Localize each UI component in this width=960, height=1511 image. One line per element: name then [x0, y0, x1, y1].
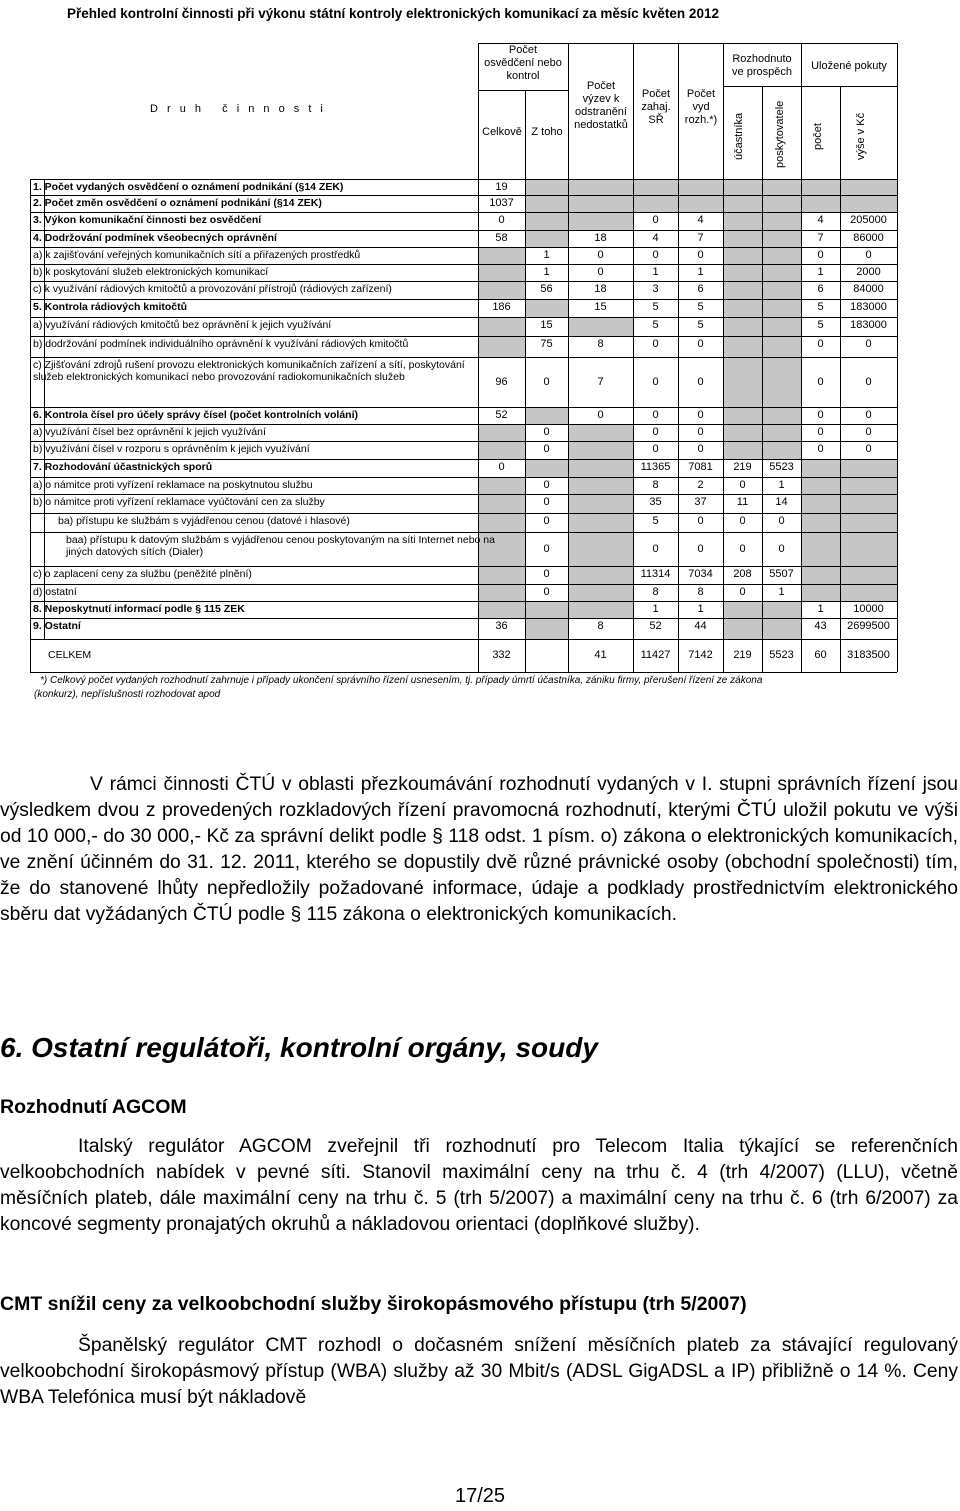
- table-cell: 4: [817, 214, 824, 226]
- table-cell: 0: [817, 376, 824, 388]
- empty-cell: [479, 495, 525, 513]
- empty-cell: [569, 318, 633, 336]
- empty-cell: [724, 408, 762, 424]
- row-label: 9. Ostatní: [33, 620, 81, 632]
- empty-cell: [569, 213, 633, 230]
- table-cell: 5: [817, 301, 824, 313]
- table-cell: 205000: [850, 214, 887, 226]
- grid-line: [762, 86, 763, 672]
- empty-cell: [763, 425, 801, 441]
- row-label: b) využívání čísel v rozporu s oprávněním k jejich využívání: [33, 443, 310, 455]
- table-cell: 0: [778, 543, 785, 555]
- empty-cell: [802, 567, 840, 584]
- subheading-cmt: CMT snížil ceny za velkoobchodní služby širokopásmového přístupu (trh 5/2007): [0, 1293, 747, 1315]
- table-cell: 18: [594, 232, 607, 244]
- row-label: c) Zjišťování zdrojů rušení provozu elektronických komunikačních zařízení a sítí, poskytování služeb elektronických komunikací nebo provozování radiokomunikačních služeb: [33, 359, 465, 383]
- empty-cell: [479, 337, 525, 357]
- table-cell: 1: [778, 586, 785, 598]
- table-cell: 43: [814, 620, 827, 632]
- header-pocet-osvedceni: Počet osvědčení nebo kontrol: [484, 44, 562, 82]
- paragraph-rozklad: V rámci činnosti ČTÚ v oblasti přezkoumávání rozhodnutí vydaných v I. stupni správních řízení jsou výsledkem dvou z provedených rozkladových řízení pravomocná rozhodnutí, kterými ČTÚ uložil pokutu ve výši od 10 000,- do 30 000,- Kč za správní delikt podle § 118 odst. 1 písm. o) zákona o elektronických komunikacích, ve znění účinném do 31. 12. 2011, kterého se dopustily dvě různé právnické osoby (obchodní společnosti) tím, že do stanovené lhůty nepředložily požadované informace, údaje a podklady prostřednictvím elektronického sběru dat vyžádaných ČTÚ podle § 115 zákona o elektronických komunikacích.: [0, 774, 958, 925]
- row-label: a) k zajišťování veřejných komunikačních sítí a přiřazených prostředků: [33, 249, 361, 261]
- row-label: baa) přístupu k datovým službám s vyjádřenou cenou poskytovaným na síti Internet nebo na jiných datových sítích (Dialer): [66, 534, 495, 558]
- empty-cell: [679, 196, 723, 212]
- empty-cell: [763, 282, 801, 299]
- table-cell: 0: [865, 376, 872, 388]
- row-label: 1. Počet vydaných osvědčení o oznámení podnikání (§14 ZEK): [33, 181, 344, 193]
- empty-cell: [479, 602, 525, 618]
- table-cell: 0: [597, 249, 604, 261]
- grid-line: [30, 281, 897, 282]
- table-cell: 5507: [769, 568, 794, 580]
- empty-cell: [526, 408, 568, 424]
- empty-cell: [841, 460, 897, 477]
- table-cell: 219: [733, 649, 752, 661]
- empty-cell: [724, 265, 762, 281]
- grid-line: [801, 43, 802, 672]
- table-cell: 0: [543, 443, 550, 455]
- empty-cell: [763, 358, 801, 407]
- empty-cell: [763, 318, 801, 336]
- table-cell: 7: [597, 376, 604, 388]
- empty-cell: [569, 460, 633, 477]
- table-cell: 5: [652, 301, 659, 313]
- table-cell: 183000: [850, 301, 887, 313]
- empty-cell: [724, 358, 762, 407]
- empty-cell: [479, 585, 525, 601]
- grid-line: [30, 477, 897, 478]
- table-cell: 219: [733, 461, 752, 473]
- empty-cell: [724, 442, 762, 459]
- empty-cell: [802, 478, 840, 494]
- table-cell: 7: [817, 232, 824, 244]
- empty-cell: [841, 514, 897, 532]
- table-cell: 5: [652, 515, 659, 527]
- grid-line: [30, 212, 897, 213]
- table-cell: 0: [697, 443, 704, 455]
- table-cell: 58: [495, 232, 508, 244]
- grid-line: [30, 264, 897, 265]
- empty-cell: [763, 180, 801, 195]
- empty-cell: [479, 425, 525, 441]
- table-cell: 1: [697, 603, 704, 615]
- grid-line: [30, 336, 897, 337]
- footnote-line-1: *) Celkový počet vydaných rozhodnutí zahrnuje i případy ukončení správního řízení usnesením, tj. případy úmrtí účastníka, zániku firmy, přerušení řízení ze zákona: [40, 675, 763, 686]
- empty-cell: [841, 585, 897, 601]
- empty-cell: [679, 180, 723, 195]
- grid-line: [30, 459, 897, 460]
- grid-line: [30, 672, 897, 673]
- table-cell: 0: [652, 376, 659, 388]
- empty-cell: [763, 619, 801, 639]
- empty-cell: [634, 196, 678, 212]
- empty-cell: [526, 619, 568, 639]
- table-cell: 0: [697, 249, 704, 261]
- grid-line: [30, 230, 897, 231]
- table-cell: 86000: [853, 232, 884, 244]
- empty-cell: [724, 248, 762, 264]
- inspection-table: [0, 0, 960, 710]
- grid-line: [478, 43, 479, 672]
- table-cell: 11427: [640, 649, 671, 661]
- empty-cell: [802, 514, 840, 532]
- table-cell: 6: [817, 283, 824, 295]
- empty-cell: [841, 533, 897, 566]
- empty-cell: [841, 495, 897, 513]
- table-cell: 11365: [640, 461, 671, 473]
- table-cell: 0: [739, 479, 746, 491]
- table-cell: 1: [817, 603, 824, 615]
- table-cell: 5: [697, 319, 704, 331]
- empty-cell: [724, 602, 762, 618]
- table-cell: 56: [540, 283, 553, 295]
- row-label: 3. Výkon komunikační činnosti bez osvědčení: [33, 214, 262, 226]
- empty-cell: [724, 425, 762, 441]
- empty-cell: [763, 213, 801, 230]
- table-cell: 183000: [850, 319, 887, 331]
- table-cell: 0: [778, 515, 785, 527]
- empty-cell: [569, 478, 633, 494]
- empty-cell: [763, 602, 801, 618]
- empty-cell: [479, 478, 525, 494]
- empty-cell: [526, 231, 568, 247]
- table-cell: 0: [543, 568, 550, 580]
- table-cell: 18: [594, 283, 607, 295]
- table-cell: 6: [697, 283, 704, 295]
- grid-line: [30, 566, 897, 567]
- table-cell: 5: [697, 301, 704, 313]
- table-cell: 0: [817, 426, 824, 438]
- header-celkove: Celkově: [482, 126, 522, 138]
- table-cell: 0: [652, 409, 659, 421]
- table-cell: 0: [817, 338, 824, 350]
- paragraph-agcom: Italský regulátor AGCOM zveřejnil tři rozhodnutí pro Telecom Italia týkající se referenčních velkoobchodních nabídek v pevné síti. Stanovil maximální ceny na trhu č. 4 (trh 4/2007) (LLU), včetně měsíčních plateb, dále maximální ceny na trhu č. 5 (trh 5/2007) a maximální ceny na trhu č. 6 (trh 6/2007) za koncové segmenty pronajatých okruhů a nákladovou orientaci (doplňkové služby).: [0, 1136, 958, 1235]
- grid-line: [30, 299, 897, 300]
- table-cell: 0: [652, 249, 659, 261]
- empty-cell: [763, 442, 801, 459]
- row-label: 5. Kontrola rádiových kmitočtů: [33, 301, 188, 313]
- grid-line: [30, 195, 897, 196]
- row-label: b) k poskytování služeb elektronických komunikací: [33, 266, 269, 278]
- empty-cell: [763, 300, 801, 317]
- footnote-line-2: (konkurz), nepříslušnosti rozhodovat apod: [34, 689, 221, 700]
- table-cell: 15: [594, 301, 607, 313]
- empty-cell: [479, 248, 525, 264]
- grid-line: [723, 86, 897, 87]
- header-activity: D r u h č i n n o s t i: [150, 103, 326, 115]
- row-label: 8. Neposkytnutí informací podle § 115 ZEK: [33, 603, 245, 615]
- grid-line: [30, 247, 897, 248]
- empty-cell: [479, 567, 525, 584]
- empty-cell: [763, 408, 801, 424]
- table-cell: 0: [543, 515, 550, 527]
- grid-line: [30, 513, 897, 514]
- table-cell: 5523: [769, 649, 794, 661]
- table-cell: 0: [817, 249, 824, 261]
- table-cell: 0: [697, 376, 704, 388]
- table-cell: 60: [814, 649, 827, 661]
- row-label: c) k využívání rádiových kmitočtů a provozování přístrojů (rádiových zařízení): [33, 283, 392, 295]
- table-cell: 0: [697, 426, 704, 438]
- table-cell: 7: [697, 232, 704, 244]
- table-cell: 0: [498, 214, 505, 226]
- subheading-agcom: Rozhodnutí AGCOM: [0, 1096, 187, 1118]
- table-cell: 0: [543, 426, 550, 438]
- empty-cell: [479, 318, 525, 336]
- empty-cell: [802, 533, 840, 566]
- grid-line: [30, 424, 897, 425]
- header-vyzev: Počet výzev k odstranění nedostatků: [574, 80, 628, 131]
- table-cell: 1: [778, 479, 785, 491]
- table-cell: 8: [652, 586, 659, 598]
- table-cell: 52: [649, 620, 662, 632]
- empty-cell: [763, 337, 801, 357]
- table-cell: 7034: [688, 568, 713, 580]
- table-cell: 4: [697, 214, 704, 226]
- table-cell: 0: [739, 586, 746, 598]
- table-cell: 0: [865, 409, 872, 421]
- empty-cell: [526, 213, 568, 230]
- table-cell: 0: [597, 266, 604, 278]
- table-cell: 0: [543, 376, 550, 388]
- grid-line: [30, 532, 897, 533]
- empty-cell: [569, 425, 633, 441]
- empty-cell: [526, 460, 568, 477]
- empty-cell: [634, 180, 678, 195]
- table-cell: 1: [543, 249, 550, 261]
- table-cell: 0: [652, 338, 659, 350]
- grid-line: [30, 584, 897, 585]
- header-poskytovatele: poskytovatele: [774, 100, 786, 168]
- empty-cell: [569, 585, 633, 601]
- table-cell: 75: [540, 338, 553, 350]
- row-label: a) využívání čísel bez oprávnění k jejich využívání: [33, 426, 266, 438]
- grid-line: [30, 494, 897, 495]
- table-title: Přehled kontrolní činnosti při výkonu státní kontroly elektronických komunikací za měsíc květen 2012: [67, 6, 719, 21]
- table-cell: 0: [652, 543, 659, 555]
- empty-cell: [724, 213, 762, 230]
- empty-cell: [569, 196, 633, 212]
- table-cell: 0: [697, 409, 704, 421]
- empty-cell: [479, 442, 525, 459]
- empty-cell: [763, 265, 801, 281]
- row-label: 6. Kontrola čísel pro účely správy čísel (počet kontrolních volání): [33, 409, 359, 421]
- empty-cell: [724, 318, 762, 336]
- row-label: CELKEM: [48, 649, 92, 661]
- empty-cell: [569, 442, 633, 459]
- empty-cell: [724, 337, 762, 357]
- grid-line: [30, 618, 897, 619]
- empty-cell: [802, 460, 840, 477]
- row-label: 4. Dodržování podmínek všeobecných oprávnění: [33, 232, 277, 244]
- table-cell: 14: [775, 496, 788, 508]
- section-heading-6: 6. Ostatní regulátoři, kontrolní orgány, soudy: [0, 1032, 598, 1063]
- empty-cell: [841, 567, 897, 584]
- table-cell: 1: [817, 266, 824, 278]
- empty-cell: [724, 180, 762, 195]
- table-cell: 0: [865, 249, 872, 261]
- table-cell: 8: [597, 338, 604, 350]
- table-cell: 0: [697, 338, 704, 350]
- table-cell: 8: [652, 479, 659, 491]
- grid-line: [30, 441, 897, 442]
- table-cell: 0: [817, 443, 824, 455]
- table-cell: 0: [739, 543, 746, 555]
- table-cell: 0: [865, 338, 872, 350]
- table-cell: 1: [652, 266, 659, 278]
- table-cell: 11314: [640, 568, 671, 580]
- empty-cell: [763, 196, 801, 212]
- empty-cell: [724, 282, 762, 299]
- grid-line: [478, 43, 898, 44]
- row-label: 2. Počet změn osvědčení o oznámení podnikání (§14 ZEK): [33, 197, 322, 209]
- empty-cell: [569, 495, 633, 513]
- page-number: 17/25: [454, 1485, 506, 1507]
- table-cell: 36: [495, 620, 508, 632]
- empty-cell: [802, 180, 840, 195]
- table-cell: 0: [597, 409, 604, 421]
- header-ucastnika: účastníka: [733, 112, 745, 160]
- table-cell: 1037: [489, 197, 514, 209]
- empty-cell: [724, 196, 762, 212]
- header-rozhodnuto: Rozhodnuto ve prospěch: [732, 53, 792, 78]
- table-cell: 1: [697, 266, 704, 278]
- row-label: 7. Rozhodování účastnických sporů: [33, 461, 213, 473]
- empty-cell: [569, 514, 633, 532]
- table-cell: 208: [733, 568, 752, 580]
- empty-cell: [479, 282, 525, 299]
- empty-cell: [841, 180, 897, 195]
- grid-line: [568, 43, 569, 672]
- empty-cell: [763, 231, 801, 247]
- grid-line: [30, 179, 897, 180]
- table-cell: 11: [736, 496, 749, 508]
- empty-cell: [526, 602, 568, 618]
- table-cell: 0: [498, 461, 505, 473]
- row-label: c) o zaplacení ceny za službu (peněžité plnění): [33, 568, 252, 580]
- grid-line: [30, 317, 897, 318]
- row-label: d) ostatní: [33, 586, 77, 598]
- empty-cell: [526, 196, 568, 212]
- header-z-toho: Z toho: [531, 126, 563, 138]
- header-pocet: počet: [812, 123, 824, 150]
- table-cell: 0: [543, 479, 550, 491]
- table-cell: 0: [652, 214, 659, 226]
- table-cell: 15: [540, 319, 553, 331]
- table-cell: 5: [652, 319, 659, 331]
- table-cell: 84000: [853, 283, 884, 295]
- table-cell: 0: [817, 409, 824, 421]
- empty-cell: [763, 248, 801, 264]
- table-cell: 3: [652, 283, 659, 295]
- table-cell: 186: [492, 301, 511, 313]
- table-cell: 7081: [688, 461, 713, 473]
- empty-cell: [569, 180, 633, 195]
- table-cell: 52: [495, 409, 508, 421]
- empty-cell: [841, 478, 897, 494]
- grid-line: [478, 90, 568, 91]
- empty-cell: [841, 196, 897, 212]
- table-cell: 41: [594, 649, 607, 661]
- table-cell: 37: [694, 496, 707, 508]
- grid-line: [30, 601, 897, 602]
- grid-line: [30, 357, 897, 358]
- table-cell: 332: [492, 649, 511, 661]
- table-cell: 0: [543, 543, 550, 555]
- header-vyse: výše v Kč: [855, 112, 867, 160]
- empty-cell: [724, 619, 762, 639]
- table-cell: 2000: [856, 266, 881, 278]
- header-vyd: Počet vyd rozh.*): [684, 88, 718, 126]
- empty-cell: [802, 196, 840, 212]
- empty-cell: [526, 300, 568, 317]
- table-cell: 0: [697, 515, 704, 527]
- paragraph-cmt: Španělský regulátor CMT rozhodl o dočasném snížení měsíčních plateb za stávající regulovaný velkoobchodní širokopásmový přístup (WBA) služby až 30 Mbit/s (ADSL GigADSL a IP) přibližně o 14 %. Ceny WBA Telefónica musí být nákladově: [0, 1335, 958, 1408]
- table-cell: 3183500: [847, 649, 890, 661]
- row-label: a) využívání rádiových kmitočtů bez oprávnění k jejich využívání: [33, 319, 332, 331]
- table-cell: 44: [694, 620, 707, 632]
- table-cell: 35: [649, 496, 662, 508]
- table-cell: 0: [543, 496, 550, 508]
- table-cell: 2: [697, 479, 704, 491]
- table-cell: 0: [739, 515, 746, 527]
- header-ulozene: Uložené pokuty: [811, 60, 887, 72]
- table-cell: 8: [697, 586, 704, 598]
- table-cell: 96: [495, 376, 508, 388]
- table-cell: 2699500: [847, 620, 890, 632]
- empty-cell: [724, 300, 762, 317]
- table-cell: 5: [817, 319, 824, 331]
- grid-line: [30, 179, 31, 672]
- table-cell: 1: [652, 603, 659, 615]
- header-zahaj: Počet zahaj. SŘ: [641, 88, 671, 126]
- empty-cell: [479, 265, 525, 281]
- table-cell: 5523: [769, 461, 794, 473]
- row-label: ba) přístupu ke službám s vyjádřenou cenou (datové i hlasové): [58, 515, 350, 527]
- empty-cell: [569, 602, 633, 618]
- empty-cell: [569, 567, 633, 584]
- grid-line: [30, 407, 897, 408]
- grid-line: [897, 43, 898, 672]
- table-cell: 1: [543, 266, 550, 278]
- row-label: b) dodržování podmínek individuálního oprávnění k využívání rádiových kmitočtů: [33, 338, 409, 350]
- table-cell: 0: [697, 543, 704, 555]
- table-cell: 7142: [688, 649, 713, 661]
- empty-cell: [802, 495, 840, 513]
- row-label: b) o námitce proti vyřízení reklamace vyúčtování cen za služby: [33, 496, 325, 508]
- table-cell: 0: [652, 426, 659, 438]
- empty-cell: [569, 533, 633, 566]
- empty-cell: [802, 585, 840, 601]
- table-cell: 0: [865, 426, 872, 438]
- grid-line: [30, 639, 897, 640]
- empty-cell: [526, 180, 568, 195]
- table-cell: 0: [865, 443, 872, 455]
- empty-cell: [724, 231, 762, 247]
- row-label: a) o námitce proti vyřízení reklamace na poskytnutou službu: [33, 479, 313, 491]
- table-cell: 19: [495, 181, 508, 193]
- table-cell: 10000: [853, 603, 884, 615]
- table-cell: 0: [652, 443, 659, 455]
- table-cell: 0: [543, 586, 550, 598]
- table-cell: 8: [597, 620, 604, 632]
- table-cell: 4: [652, 232, 659, 244]
